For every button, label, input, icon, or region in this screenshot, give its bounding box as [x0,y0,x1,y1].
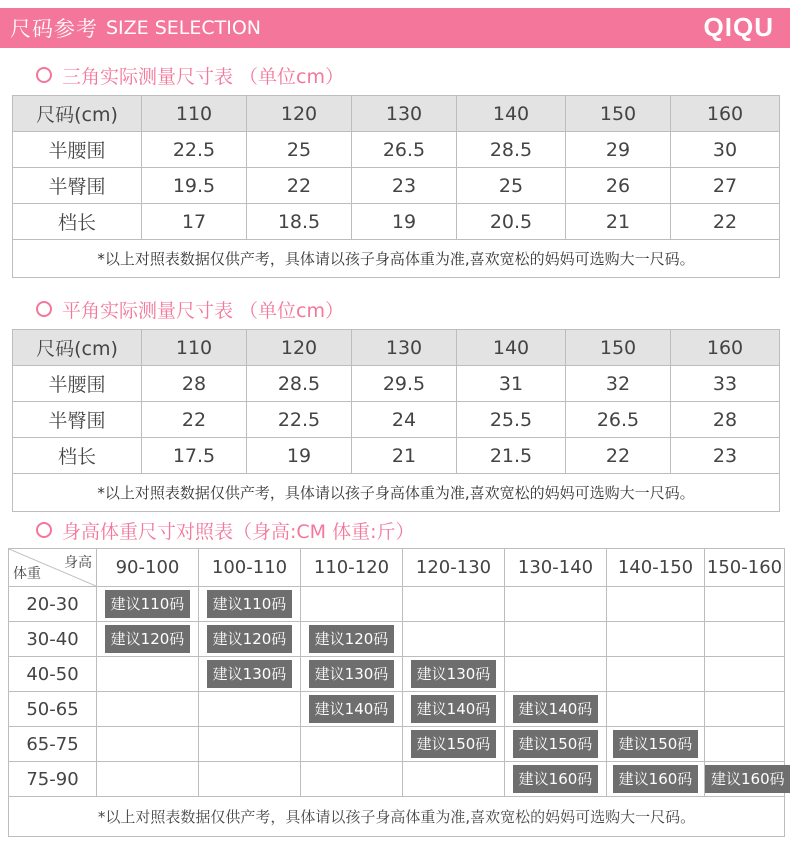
table-row [9,587,785,622]
triangle-section-title [36,62,344,88]
recommend-cell [199,692,301,727]
size-header-cell: 120 [247,330,352,366]
value-cell: 26.5 [566,402,671,438]
row-label-cell: 半臀围 [13,402,142,438]
value-cell: 21 [352,438,457,474]
note-row [13,474,780,512]
recommend-cell [301,692,403,727]
value-cell: 28 [671,402,780,438]
recommend-cell [403,622,505,657]
value-cell: 24 [352,402,457,438]
size-recommendation-badge: 建议110码 [105,590,191,618]
recommend-cell [403,762,505,797]
value-cell: 26 [566,168,671,204]
note-row [9,797,785,837]
value-cell: 32 [566,366,671,402]
height-weight-table [8,548,785,837]
table-row [13,402,780,438]
height-weight-section-title-text: 身高体重尺寸对照表（身高:CM 体重:斤） [62,520,415,543]
table-row [9,727,785,762]
value-cell: 19.5 [142,168,247,204]
size-recommendation-badge: 建议140码 [309,695,395,723]
value-cell: 21.5 [457,438,566,474]
height-header-cell: 130-140 [505,549,607,587]
value-cell: 33 [671,366,780,402]
size-header-cell: 140 [457,96,566,132]
value-cell: 31 [457,366,566,402]
value-cell: 29.5 [352,366,457,402]
recommend-cell [705,587,785,622]
recommend-cell [97,727,199,762]
recommend-cell [97,692,199,727]
height-header-cell: 120-130 [403,549,505,587]
recommend-cell [705,762,785,797]
weight-label-cell: 75-90 [9,762,97,797]
size-recommendation-badge: 建议150码 [613,730,699,758]
circle-icon [36,522,52,538]
table-row [13,168,780,204]
recommend-cell [607,622,705,657]
note-row [13,240,780,278]
size-header-cell: 130 [352,96,457,132]
recommend-cell [199,587,301,622]
size-header-cell: 160 [671,96,780,132]
size-header-cell: 120 [247,96,352,132]
size-recommendation-badge: 建议120码 [207,625,293,653]
value-cell: 23 [671,438,780,474]
corner-weight-label: 体重 [13,566,41,582]
value-cell: 20.5 [457,204,566,240]
circle-icon [36,67,52,83]
recommend-cell [705,622,785,657]
value-cell: 28.5 [457,132,566,168]
page-title: 尺码参考 [10,17,98,41]
value-cell: 26.5 [352,132,457,168]
size-header-cell: 140 [457,330,566,366]
size-recommendation-badge: 建议160码 [513,765,599,793]
value-cell: 19 [352,204,457,240]
value-cell: 18.5 [247,204,352,240]
value-cell: 22 [142,402,247,438]
value-cell: 30 [671,132,780,168]
table-row [13,366,780,402]
recommend-cell [505,622,607,657]
recommend-cell [97,622,199,657]
recommend-cell [301,657,403,692]
value-cell: 22 [566,438,671,474]
header-banner [0,8,790,48]
size-recommendation-badge: 建议140码 [513,695,599,723]
value-cell: 22.5 [247,402,352,438]
row-label-cell: 半臀围 [13,168,142,204]
recommend-cell [607,762,705,797]
recommend-cell [199,762,301,797]
table-header-row [13,96,780,132]
value-cell: 22 [247,168,352,204]
value-cell: 28.5 [247,366,352,402]
weight-label-cell: 20-30 [9,587,97,622]
size-recommendation-badge: 建议160码 [705,765,790,793]
recommend-cell [607,657,705,692]
recommend-cell [705,727,785,762]
value-cell: 19 [247,438,352,474]
size-header-cell: 150 [566,96,671,132]
table-row [9,692,785,727]
size-recommendation-badge: 建议130码 [411,660,497,688]
recommend-cell [705,657,785,692]
recommend-cell [199,622,301,657]
size-header-cell: 110 [142,330,247,366]
weight-label-cell: 40-50 [9,657,97,692]
row-label-cell: 半腰围 [13,366,142,402]
value-cell: 25 [457,168,566,204]
value-cell: 23 [352,168,457,204]
table-row [9,622,785,657]
value-cell: 17 [142,204,247,240]
note-text: *以上对照表数据仅供产考，具体请以孩子身高体重为准,喜欢宽松的妈妈可选购大一尺码。 [13,474,780,512]
corner-height-label: 身高 [64,555,92,571]
height-header-cell: 110-120 [301,549,403,587]
recommend-cell [403,727,505,762]
size-header-cell: 160 [671,330,780,366]
height-header-row [9,549,785,587]
page-subtitle: SIZE SELECTION [106,17,262,39]
size-recommendation-badge: 建议110码 [207,590,293,618]
value-cell: 27 [671,168,780,204]
value-cell: 21 [566,204,671,240]
value-cell: 29 [566,132,671,168]
size-header-cell: 130 [352,330,457,366]
size-recommendation-badge: 建议150码 [513,730,599,758]
recommend-cell [505,762,607,797]
recommend-cell [301,587,403,622]
value-cell: 17.5 [142,438,247,474]
boxer-size-table [12,329,780,512]
weight-label-cell: 65-75 [9,727,97,762]
value-cell: 25 [247,132,352,168]
recommend-cell [403,587,505,622]
weight-label-cell: 50-65 [9,692,97,727]
triangle-section-title-text: 三角实际测量尺寸表 （单位cm） [62,65,344,88]
row-label-cell: 半腰围 [13,132,142,168]
recommend-cell [301,727,403,762]
triangle-size-table [12,95,780,278]
recommend-cell [301,762,403,797]
size-label-cell: 尺码(cm) [13,96,142,132]
height-weight-section-title [36,517,415,543]
recommend-cell [301,622,403,657]
recommend-cell [403,657,505,692]
boxer-section-title-text: 平角实际测量尺寸表 （单位cm） [62,299,344,322]
row-label-cell: 档长 [13,438,142,474]
height-header-cell: 90-100 [97,549,199,587]
size-label-cell: 尺码(cm) [13,330,142,366]
size-recommendation-badge: 建议160码 [613,765,699,793]
recommend-cell [607,692,705,727]
recommend-cell [199,727,301,762]
brand-logo: QIQU [703,12,774,42]
recommend-cell [505,727,607,762]
recommend-cell [97,762,199,797]
recommend-cell [607,727,705,762]
value-cell: 22.5 [142,132,247,168]
height-header-cell: 140-150 [607,549,705,587]
value-cell: 22 [671,204,780,240]
table-header-row [13,330,780,366]
recommend-cell [97,657,199,692]
note-text: *以上对照表数据仅供产考，具体请以孩子身高体重为准,喜欢宽松的妈妈可选购大一尺码。 [13,240,780,278]
table-row [13,132,780,168]
recommend-cell [607,587,705,622]
size-recommendation-badge: 建议130码 [309,660,395,688]
size-recommendation-badge: 建议140码 [411,695,497,723]
recommend-cell [505,587,607,622]
size-recommendation-badge: 建议120码 [309,625,395,653]
size-header-cell: 150 [566,330,671,366]
height-header-cell: 100-110 [199,549,301,587]
recommend-cell [505,692,607,727]
recommend-cell [705,692,785,727]
row-label-cell: 档长 [13,204,142,240]
circle-icon [36,301,52,317]
recommend-cell [505,657,607,692]
table-row [9,657,785,692]
note-text: *以上对照表数据仅供产考，具体请以孩子身高体重为准,喜欢宽松的妈妈可选购大一尺码。 [9,797,785,837]
table-row [13,204,780,240]
height-header-cell: 150-160 [705,549,785,587]
boxer-section-title [36,296,344,322]
recommend-cell [199,657,301,692]
table-row [13,438,780,474]
size-recommendation-badge: 建议120码 [105,625,191,653]
recommend-cell [403,692,505,727]
recommend-cell [97,587,199,622]
size-recommendation-badge: 建议150码 [411,730,497,758]
size-recommendation-badge: 建议130码 [207,660,293,688]
value-cell: 25.5 [457,402,566,438]
value-cell: 28 [142,366,247,402]
corner-cell [9,549,97,587]
size-header-cell: 110 [142,96,247,132]
weight-label-cell: 30-40 [9,622,97,657]
table-row [9,762,785,797]
